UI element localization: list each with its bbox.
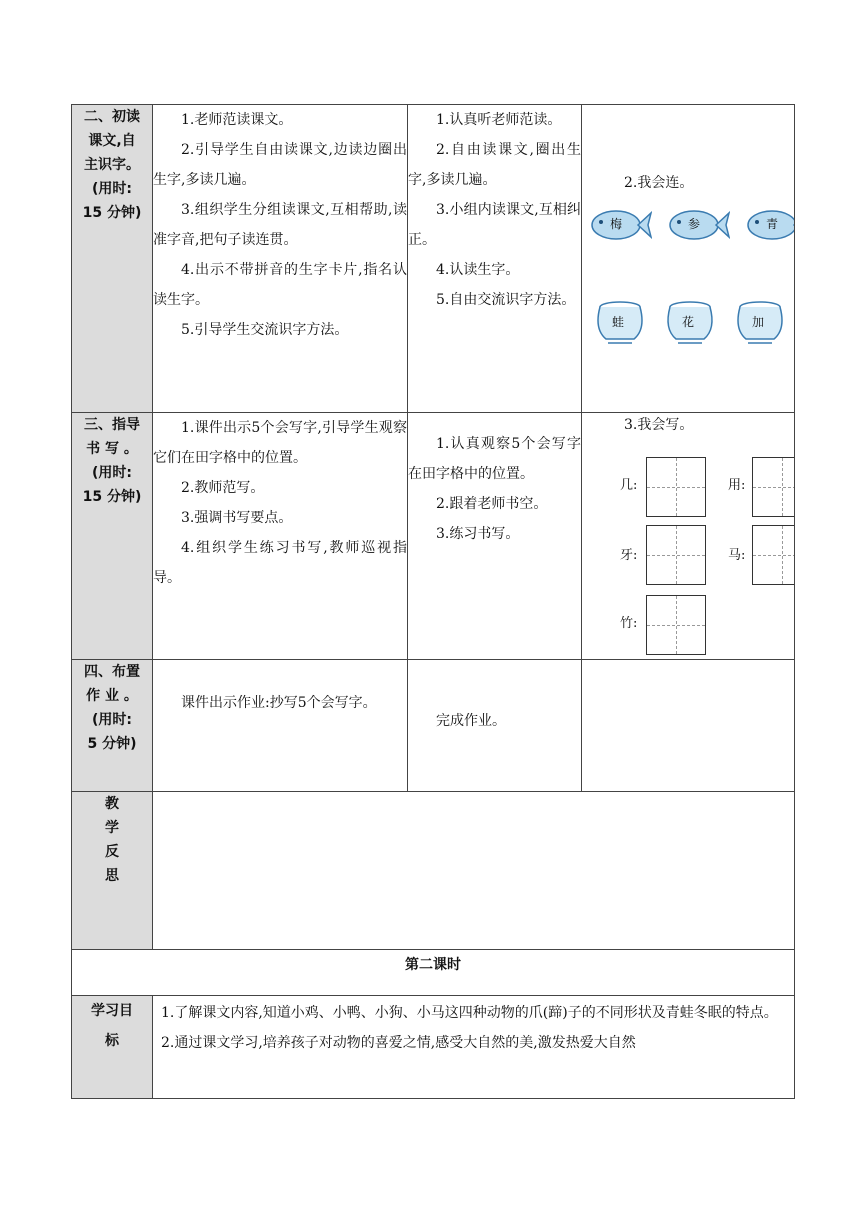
teacher-activity-cell	[153, 105, 408, 413]
fishbowl-icon	[732, 299, 788, 345]
stage-line: 书 写 。	[86, 441, 138, 457]
write-char-text: 马	[728, 548, 742, 563]
student-step: 4.认读生字。	[436, 262, 520, 278]
write-char: 用:	[728, 478, 746, 493]
stage-cell	[72, 660, 153, 792]
fish-icon	[668, 205, 730, 245]
stage-row-writing	[72, 413, 795, 660]
student-step: 3.小组内读课文,互相纠正。	[408, 202, 581, 248]
fish-icon	[590, 205, 652, 245]
stage-line: (用时:	[92, 181, 132, 197]
stage-line: 15 分钟)	[82, 205, 142, 221]
fishbowl-icon	[592, 299, 648, 345]
lesson-plan-table	[71, 104, 795, 1099]
tianzige-grid	[646, 525, 706, 585]
reflection-content	[153, 792, 795, 950]
fish-char: 青	[766, 217, 779, 231]
student-activity-cell	[408, 660, 582, 792]
stage-cell	[72, 105, 153, 413]
student-activity-cell	[408, 413, 582, 660]
stage-line: 四、布置	[84, 664, 140, 680]
session-title-row	[72, 950, 795, 996]
tianzige-grid	[646, 595, 706, 655]
fish-icon	[746, 205, 795, 245]
write-caption: 3.我会写。	[624, 417, 694, 433]
student-step: 5.自由交流识字方法。	[436, 292, 576, 308]
stage-line: (用时:	[92, 465, 132, 481]
student-step: 完成作业。	[436, 713, 506, 729]
tianzige-grid	[646, 457, 706, 517]
write-char: 牙:	[620, 548, 638, 563]
student-activity-cell	[408, 105, 582, 413]
teacher-step: 3.组织学生分组读课文,互相帮助,读准字音,把句子读连贯。	[153, 202, 407, 248]
teacher-step: 1.老师范读课文。	[181, 112, 293, 128]
teacher-activity-cell	[153, 660, 408, 792]
stage-line: 15 分钟)	[82, 489, 142, 505]
teacher-step: 2.教师范写。	[181, 480, 265, 496]
goals-label-line: 标	[105, 1033, 119, 1049]
student-step: 1.认真观察5个会写字在田字格中的位置。	[408, 436, 581, 482]
stage-line: 三、指导	[84, 417, 140, 433]
fish-char: 梅	[610, 217, 623, 231]
goals-label	[72, 996, 153, 1099]
reflection-char: 教	[105, 796, 119, 812]
reflection-row	[72, 792, 795, 950]
goals-label-line: 学习目	[91, 1003, 133, 1019]
student-step: 1.认真听老师范读。	[436, 112, 562, 128]
teacher-step: 2.引导学生自由读课文,边读边圈出生字,多读几遍。	[153, 142, 407, 188]
write-char: 几:	[620, 478, 638, 493]
connect-caption: 2.我会连。	[624, 175, 694, 191]
stage-line: (用时:	[92, 712, 132, 728]
goal-item: 2.通过课文学习,培养孩子对动物的喜爱之情,感受大自然的美,激发热爱大自然	[161, 1035, 636, 1051]
write-char: 竹:	[620, 616, 638, 631]
teacher-step: 1.课件出示5个会写字,引导学生观察它们在田字格中的位置。	[153, 420, 407, 466]
teacher-activity-cell	[153, 413, 408, 660]
fish-char: 参	[688, 217, 701, 231]
goals-content	[153, 996, 795, 1099]
goal-item: 1.了解课文内容,知道小鸡、小鸭、小狗、小马这四种动物的爪(蹄)子的不同形状及青蛙冬眠的特点。	[161, 1005, 778, 1021]
student-step: 3.练习书写。	[436, 526, 520, 542]
stage-cell	[72, 413, 153, 660]
fishbowl-icon	[662, 299, 718, 345]
tianzige-grid	[752, 457, 795, 517]
resource-cell-connect	[582, 105, 795, 413]
teacher-step: 3.强调书写要点。	[181, 510, 293, 526]
write-char-text: 竹	[620, 616, 634, 631]
write-char-text: 几	[620, 478, 634, 493]
stage-line: 5 分钟)	[87, 736, 137, 752]
stage-line: 二、初读	[84, 109, 140, 125]
stage-row-reading	[72, 105, 795, 413]
teacher-step: 4.出示不带拼音的生字卡片,指名认读生字。	[153, 262, 407, 308]
write-char-text: 牙	[620, 548, 634, 563]
reflection-label	[72, 792, 153, 950]
tianzige-grid	[752, 525, 795, 585]
teacher-step: 4.组织学生练习书写,教师巡视指导。	[153, 540, 407, 586]
stage-line: 课文,自	[88, 133, 136, 149]
reflection-char: 反	[105, 844, 119, 860]
teacher-step: 5.引导学生交流识字方法。	[181, 322, 349, 338]
reflection-char: 思	[105, 868, 119, 884]
resource-cell-empty	[582, 660, 795, 792]
write-char: 马:	[728, 548, 746, 563]
session-title: 第二课时	[72, 950, 795, 996]
stage-line: 作 业 。	[86, 688, 138, 704]
bowl-char: 蛙	[612, 315, 625, 329]
stage-row-homework	[72, 660, 795, 792]
teacher-step: 课件出示作业:抄写5个会写字。	[181, 695, 377, 711]
reflection-char: 学	[105, 820, 119, 836]
student-step: 2.自由读课文,圈出生字,多读几遍。	[408, 142, 581, 188]
resource-cell-write	[582, 413, 795, 660]
goals-row	[72, 996, 795, 1099]
bowl-char: 花	[682, 315, 695, 329]
bowl-char: 加	[752, 315, 765, 329]
write-char-text: 用	[728, 478, 742, 493]
student-step: 2.跟着老师书空。	[436, 496, 548, 512]
stage-line: 主识字。	[84, 157, 140, 173]
